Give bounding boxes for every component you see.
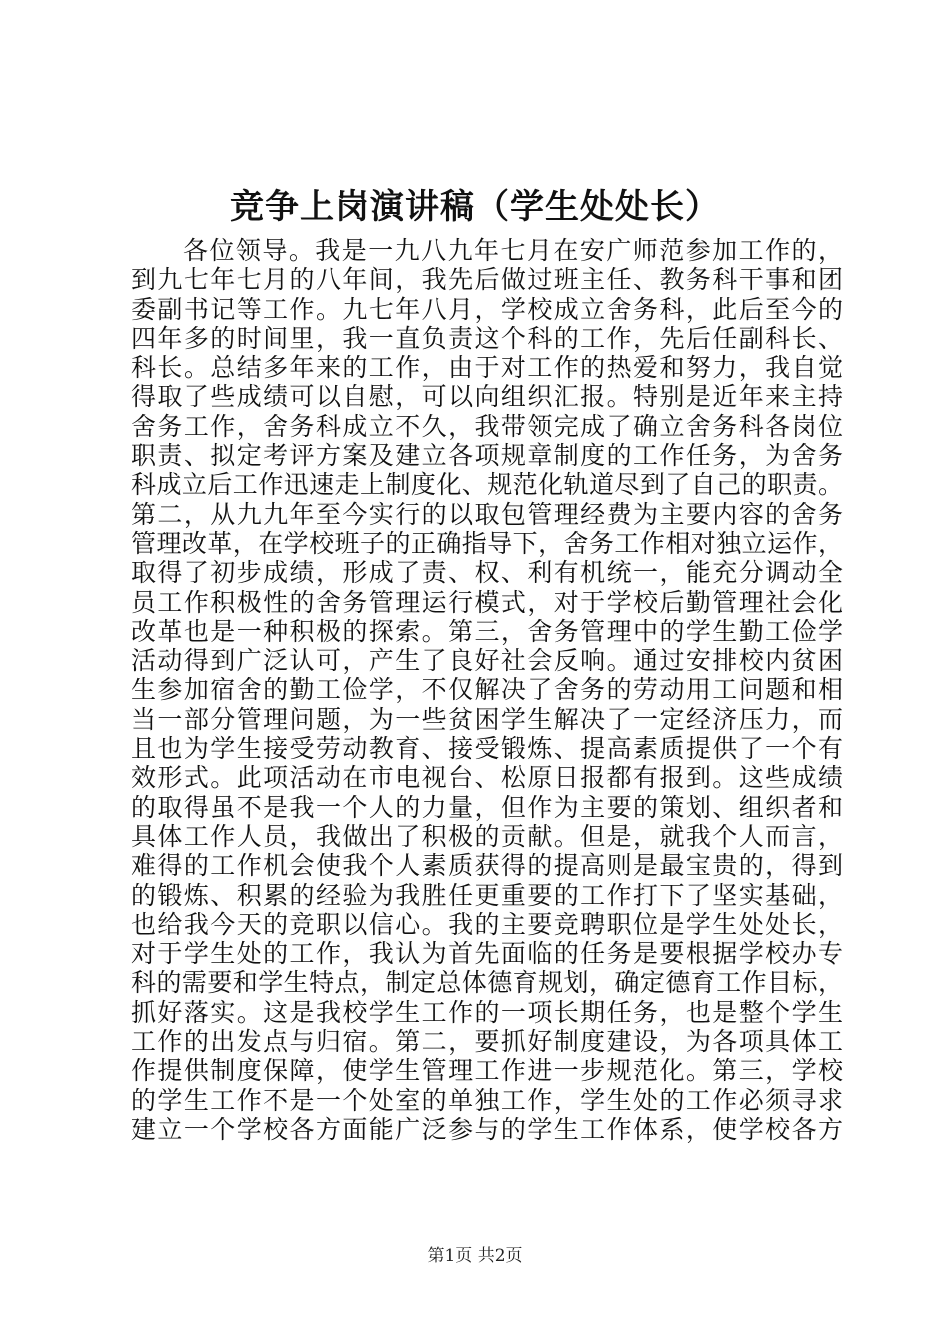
body-text-line: 工作的出发点与归宿。第二，要抓好制度建设，为各项具体工 [131,1027,843,1057]
body-text-line: 具体工作人员，我做出了积极的贡献。但是，就我个人而言， [131,821,843,851]
document-body [131,236,843,1144]
body-text-line: 职责、拟定考评方案及建立各项规章制度的工作任务，为舍务 [131,441,843,471]
document-title: 竞争上岗演讲稿（学生处处长） [230,187,720,227]
body-text-line: 改革也是一种积极的探索。第三，舍务管理中的学生勤工俭学 [131,616,843,646]
body-text-line: 管理改革，在学校班子的正确指导下，舍务工作相对独立运作， [131,528,843,558]
body-text-line: 取得了初步成绩，形成了责、权、利有机统一，能充分调动全 [131,558,843,588]
body-text-line: 舍务工作，舍务科成立不久，我带领完成了确立舍务科各岗位 [131,411,843,441]
body-text-line: 各位领导。我是一九八九年七月在安广师范参加工作的， [183,236,843,265]
body-text-line: 科成立后工作迅速走上制度化、规范化轨道尽到了自己的职责。 [131,470,843,500]
page-footer: 第1页 共2页 [427,1246,523,1266]
body-text-line: 四年多的时间里，我一直负责这个科的工作，先后任副科长、 [131,323,843,353]
body-text-line: 第二，从九九年至今实行的以取包管理经费为主要内容的舍务 [131,499,843,529]
body-text-line: 的学生工作不是一个处室的单独工作，学生处的工作必须寻求 [131,1085,843,1115]
body-text-line: 的取得虽不是我一个人的力量，但作为主要的策划、组织者和 [131,792,843,822]
body-text-line: 效形式。此项活动在市电视台、松原日报都有报到。这些成绩 [131,763,843,793]
body-text-line: 建立一个学校各方面能广泛参与的学生工作体系，使学校各方 [131,1114,843,1144]
body-text-line: 的锻炼、积累的经验为我胜任更重要的工作打下了坚实基础， [131,880,843,910]
body-text-line: 科长。总结多年来的工作，由于对工作的热爱和努力，我自觉 [131,353,843,383]
body-text-line: 员工作积极性的舍务管理运行模式，对于学校后勤管理社会化 [131,587,843,617]
body-text-line: 作提供制度保障，使学生管理工作进一步规范化。第三，学校 [131,1056,843,1086]
body-text-line: 抓好落实。这是我校学生工作的一项长期任务，也是整个学生 [131,997,843,1027]
body-text-line: 也给我今天的竞职以信心。我的主要竞聘职位是学生处处长， [131,909,843,939]
body-text-line: 且也为学生接受劳动教育、接受锻炼、提高素质提供了一个有 [131,734,843,764]
body-text-line: 到九七年七月的八年间，我先后做过班主任、教务科干事和团 [131,265,843,295]
body-text-line: 委副书记等工作。九七年八月，学校成立舍务科，此后至今的 [131,294,843,324]
body-text-line: 生参加宿舍的勤工俭学，不仅解决了舍务的劳动用工问题和相 [131,675,843,705]
body-text-line: 当一部分管理问题，为一些贫困学生解决了一定经济压力，而 [131,704,843,734]
body-text-line: 科的需要和学生特点，制定总体德育规划，确定德育工作目标， [131,968,843,998]
body-text-line: 难得的工作机会使我个人素质获得的提高则是最宝贵的，得到 [131,851,843,881]
body-text-line: 对于学生处的工作，我认为首先面临的任务是要根据学校办专 [131,939,843,969]
body-text-line: 活动得到广泛认可，产生了良好社会反响。通过安排校内贫困 [131,646,843,676]
body-text-line: 得取了些成绩可以自慰，可以向组织汇报。特别是近年来主持 [131,382,843,412]
